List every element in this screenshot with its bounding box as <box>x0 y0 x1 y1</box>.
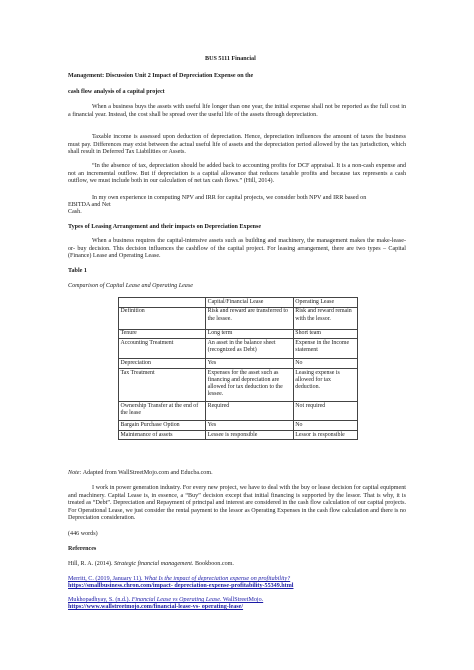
document-title-line2: Management: Discussion Unit 2 Impact of Depreciation Expense on the <box>68 73 254 79</box>
table-cell: Yes <box>206 421 294 431</box>
table-cell: Risk and reward are transferred to the lessee. <box>206 307 294 329</box>
reference-merritt-title[interactable]: What Is the impact of depreciation expense on profitability? <box>144 576 291 582</box>
table-row <box>119 402 358 421</box>
table-caption: Comparison of Capital Lease and Operating Lease <box>68 283 193 289</box>
table-cell: Depreciation <box>119 359 206 369</box>
section-heading-leasing: Types of Leasing Arrangement and their impacts on Depreciation Expense <box>68 224 262 230</box>
table-row <box>119 430 358 440</box>
table-label: Table 1 <box>68 268 87 274</box>
table-cell: Not required <box>293 402 357 421</box>
table-note-text: Adapted from WallStreetMojo.com and Educba.com. <box>81 470 213 476</box>
table-cell: An asset in the balance sheet (recognized as Debt) <box>206 339 294 359</box>
paragraph-5: When a business requires the capital-intensive assets such as building and machinery, the management makes the make-lease-or- buy decision. This decision influences the cashflow of the capital project. For leasing arrangement, there are two types – Capital (Finance) Lease and Operating Lease. <box>68 238 406 260</box>
table-cell: No <box>293 421 357 431</box>
table-cell: Lessor is responsible <box>293 430 357 440</box>
table-note <box>68 470 213 478</box>
table-cell: Expenses for the asset such as financing and depreciation are allowed for tax deduction to the lessee. <box>206 369 294 402</box>
reference-hill-publisher: . Bookboon.com. <box>191 561 234 567</box>
reference-hill-title: Strategic financial management <box>114 561 192 567</box>
table-cell: Tax Treatment <box>119 369 206 402</box>
document-title-line1: BUS 5111 Financial <box>205 56 256 62</box>
table-cell: Long term <box>206 329 294 339</box>
reference-hill-author: Hill, R. A. (2014). <box>68 561 115 567</box>
table-cell: Bargain Purchase Option <box>119 421 206 431</box>
paragraph-1: When a business buys the assets with useful life longer than one year, the initial expense shall not be reported as the full cost in a financial year. Instead, the cost shall be spread over the useful life of the assets through depreciation. <box>68 104 406 118</box>
table-cell: Lessee is responsible <box>206 430 294 440</box>
table-header-cell: Operating Lease <box>293 298 357 308</box>
reference-mukhopadhyay-title[interactable]: Financial Lease vs Operating Lease <box>131 597 220 603</box>
paragraph-4-line3: Cash. <box>68 209 82 215</box>
table-cell: Short team <box>293 329 357 339</box>
table-row <box>119 329 358 339</box>
reference-merritt-url[interactable]: https://smallbusiness.chron.com/impact- depreciation-expense-profitability-55349.html <box>68 583 294 589</box>
table-cell: Expense in the Income statement <box>293 339 357 359</box>
table-row <box>119 359 358 369</box>
table-cell: Tenure <box>119 329 206 339</box>
document-title-line3: cash flow analysis of a capital project <box>68 89 165 95</box>
table-cell: Risk and reward remain with the lessor. <box>293 307 357 329</box>
word-count: (446 words) <box>68 531 98 537</box>
reference-mukhopadhyay-publisher[interactable]: . WallStreetMojo. <box>219 597 264 603</box>
reference-mukhopadhyay-author[interactable]: Mukhopadhyay, S. (n.d.). <box>68 597 132 603</box>
table-cell: Definition <box>119 307 206 329</box>
reference-hill <box>68 561 234 569</box>
reference-merritt-url-line[interactable] <box>68 583 293 591</box>
table-row <box>119 307 358 329</box>
table-cell: Accounting Treatment <box>119 339 206 359</box>
paragraph-6: I work in power generation industry. For every new project, we have to deal with the buy or lease decision for capital equipment and machinery. Capital Lease is, in essence, a “Buy” decision except that initial financing is supported by the lessor. That is why, it is treated as “Debt”. Depreciation and Repayment of principal and interest are considered in the cash flow calculation of our capital projects. For Operational Lease, we just consider the rental payment to the lessor as Operating Expenses in the cash flow calculation and there is no Depreciation consideration. <box>68 485 406 522</box>
paragraph-4-line2: EBITDA and Net <box>68 202 111 208</box>
table-cell: Leasing expense is allowed for tax deduction. <box>293 369 357 402</box>
table-cell: Required <box>206 402 294 421</box>
table-cell: Maintenance of assets <box>119 430 206 440</box>
table-row <box>119 369 358 402</box>
table-cell: No <box>293 359 357 369</box>
table-cell: Ownership Transfer at the end of the lease <box>119 402 206 421</box>
table-row <box>119 421 358 431</box>
paragraph-2: Taxable income is assessed upon deduction of depreciation. Hence, depreciation influences the amount of taxes the business must pay. Differences may exist between the actual useful life of assets and the depreciation period allowed by the tax jurisdiction, which shall result in Deferred Tax Liabilities or Assets. <box>68 134 406 156</box>
reference-mukhopadhyay-url-line[interactable] <box>68 604 243 612</box>
comparison-table <box>118 297 358 440</box>
table-header-cell <box>119 298 206 308</box>
table-cell: Yes <box>206 359 294 369</box>
table-header-cell: Capital/Financial Lease <box>206 298 294 308</box>
table-row <box>119 339 358 359</box>
table-note-label: Note: <box>68 470 82 476</box>
paragraph-4-line1: In my own experience in computing NPV and IRR for capital projects, we consider both NPV and IRR based on <box>92 195 367 201</box>
references-heading: References <box>68 546 97 552</box>
reference-merritt-author[interactable]: Merritt, C. (2019, January 11). <box>68 576 145 582</box>
table-header-row <box>119 298 358 308</box>
reference-mukhopadhyay-url[interactable]: https://www.wallstreetmojo.com/financial-lease-vs- operating-lease/ <box>68 604 244 610</box>
paragraph-3: “In the absence of tax, depreciation should be added back to accounting profits for DCF appraisal. It is a non-cash expense and not an incremental outflow. But if depreciation is a capital allowance that reduces taxable profits and because tax represents a cash outflow, we must include both in our calculation of net tax cash flows.” (Hill, 2014). <box>68 163 406 185</box>
